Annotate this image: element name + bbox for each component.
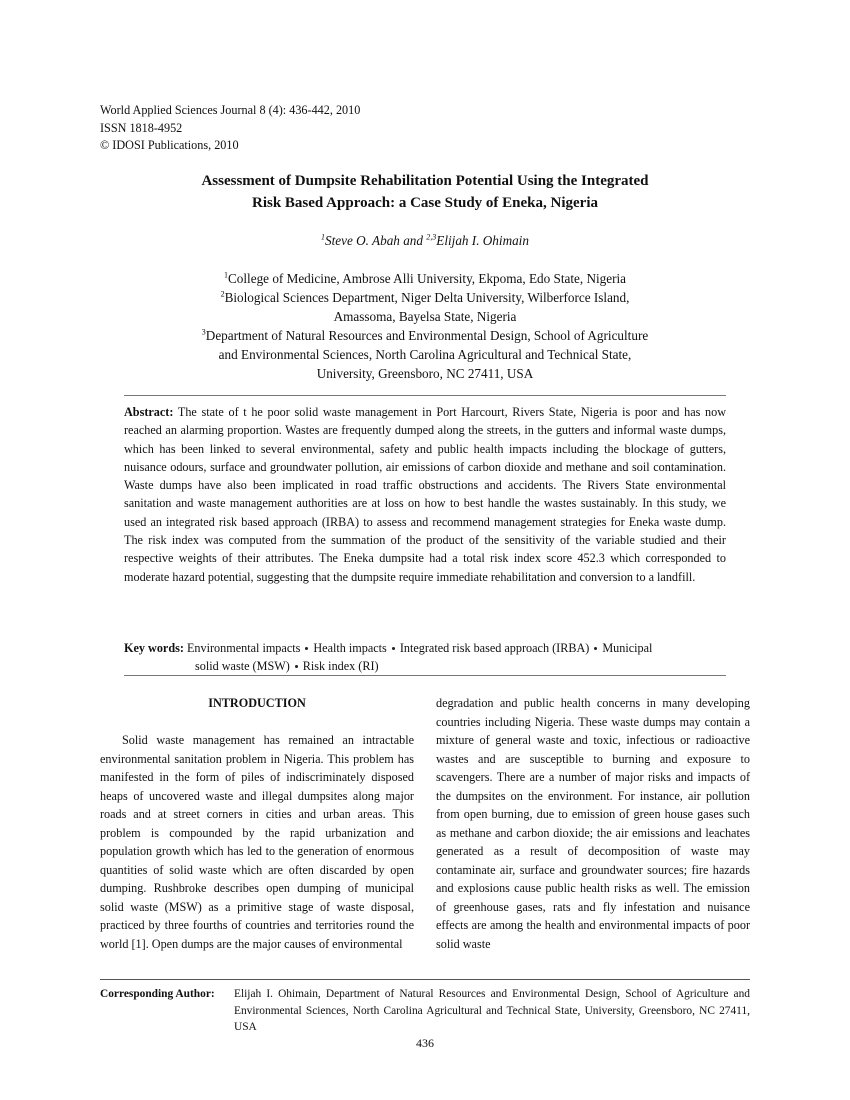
abstract-block <box>124 403 726 586</box>
keywords-bottom-rule <box>124 675 726 676</box>
affiliation-line <box>100 326 750 345</box>
keyword-item: Municipal <box>602 641 653 655</box>
journal-copyright: © IDOSI Publications, 2010 <box>100 138 239 152</box>
affiliation-text: College of Medicine, Ambrose Alli University, Ekpoma, Edo State, Nigeria <box>228 271 626 286</box>
corresponding-author-label: Corresponding Author: <box>100 988 215 1000</box>
keywords-block <box>124 639 726 675</box>
affiliation-mark: 1 <box>224 270 228 280</box>
footnote-rule <box>100 979 750 980</box>
affiliation-line <box>100 288 750 307</box>
keyword-item: Risk index (RI) <box>302 659 379 673</box>
bullet-icon <box>594 647 597 650</box>
keywords-row <box>124 657 726 675</box>
author-1-name: Steve O. Abah <box>325 233 400 248</box>
title-line-1: Assessment of Dumpsite Rehabilitation Potential Using the Integrated <box>201 173 649 189</box>
section-heading: INTRODUCTION <box>208 696 306 710</box>
title-line-2: Risk Based Approach: a Case Study of Eneka, Nigeria <box>251 195 599 211</box>
corresponding-author-text: Elijah I. Ohimain, Department of Natural Resources and Environmental Design, School of Agriculture and Environmental Sciences, North Carolina Agricultural and Technical State, University, Greensboro, NC 27411, USA <box>234 988 750 1033</box>
body-paragraph: Solid waste management has remained an intractable environmental sanitation problem in Nigeria. This problem has manifested in the form of piles of indiscriminately disposed heaps of uncovered waste and illegal dumpsites along major roads and at street corners in cities and urban areas. This problem is compounded by the rapid urbanization and population growth which has led to the generation of enormous quantities of solid waste which are often discarded by open dumping. Rushbroke describes open dumping of municipal solid waste (MSW) as a primitive stage of waste disposal, practiced by three fourths of countries and territories round the world [1]. Open dumps are the major causes of environmental <box>100 733 414 951</box>
affiliation-mark: 2 <box>220 289 225 299</box>
journal-issn: ISSN 1818-4952 <box>100 120 183 135</box>
page-number: 436 <box>416 1036 434 1050</box>
journal-citation: World Applied Sciences Journal 8 (4): 436-442, 2010 <box>100 103 361 117</box>
affiliation-text: Amassoma, Bayelsa State, Nigeria <box>333 309 517 324</box>
affiliation-mark: 3 <box>201 327 206 337</box>
affiliation-text: Biological Sciences Department, Niger Delta University, Wilberforce Island, <box>224 290 630 305</box>
bullet-icon <box>392 647 395 650</box>
keyword-item: Health impacts <box>313 641 387 655</box>
abstract-label: Abstract: <box>124 405 174 419</box>
keywords-row <box>124 639 726 657</box>
right-column <box>436 694 750 953</box>
bullet-icon <box>305 647 308 650</box>
paper-title <box>100 170 750 214</box>
abstract-text: The state of t he poor solid waste management in Port Harcourt, Rivers State, Nigeria is poor and has now reached an alarming proportion. Wastes are frequently dumped along the streets, in the gutters and informal waste dumps, which has been linked to several environmental, safety and public health impacts including the blockage of gutters, nuisance odours, surface and groundwater pollution, air emissions of carbon dioxide and methane and soil contamination. Waste dumps have also been implicated in road traffic obstructions and accidents. The Rivers State environmental sanitation and waste management authorities are at loss on how to best handle the wastes sustainably. In this study, we used an integrated risk based approach (IRBA) to assess and recommend management strategies for Eneka waste dump. The risk index was computed from the summation of the product of the sensitivity of the variable studied and their respective weights of their attributes. The Eneka dumpsite had a total risk index score 452.3 which corresponded to moderate hazard potential, suggesting that the dumpsite require immediate rehabilitation and conversion to a landfill. <box>124 405 727 584</box>
affiliation-line <box>100 269 750 288</box>
affiliation-text: University, Greensboro, NC 27411, USA <box>316 366 534 381</box>
author-2-name: Elijah I. Ohimain <box>436 233 529 248</box>
author-2-affil-mark: 2,3 <box>426 232 437 242</box>
affiliation-text: Department of Natural Resources and Environmental Design, School of Agriculture <box>205 328 649 343</box>
author-conjunction: and <box>399 233 427 248</box>
keyword-item: Environmental impacts <box>186 641 301 655</box>
body-paragraph: degradation and public health concerns in many developing countries including Nigeria. These waste dumps may contain a mixture of general waste and toxic, infectious or radioactive wastes and are susceptible to burning and exposure to scavengers. There are a number of major risks and impacts of the dumpsites on the environment. For instance, air pollution from open burning, due to emission of green house gases such as methane and carbon dioxide; the air emissions and leachates generated as a result of decomposition of waste may contaminate air, surface and groundwater sources; fire hazards and explosions cause public health risks as well. The emission of greenhouse gases, rats and fly infestation and nuisance effects are among the health and environmental impacts of poor solid waste <box>436 696 750 951</box>
left-column <box>100 694 414 953</box>
affiliation-line <box>100 345 750 364</box>
keyword-item: solid waste (MSW) <box>195 659 290 673</box>
affiliation-line <box>100 307 750 326</box>
affiliation-text: and Environmental Sciences, North Carolina Agricultural and Technical State, <box>218 347 632 362</box>
author-list <box>100 232 750 250</box>
abstract-top-rule <box>124 395 726 396</box>
affiliation-list <box>100 269 750 383</box>
keywords-label: Key words: <box>124 641 184 655</box>
bullet-icon <box>295 665 298 668</box>
journal-header <box>100 102 360 155</box>
affiliation-line <box>100 364 750 383</box>
keyword-item: Integrated risk based approach (IRBA) <box>399 641 590 655</box>
author-1-affil-mark: 1 <box>321 232 326 242</box>
